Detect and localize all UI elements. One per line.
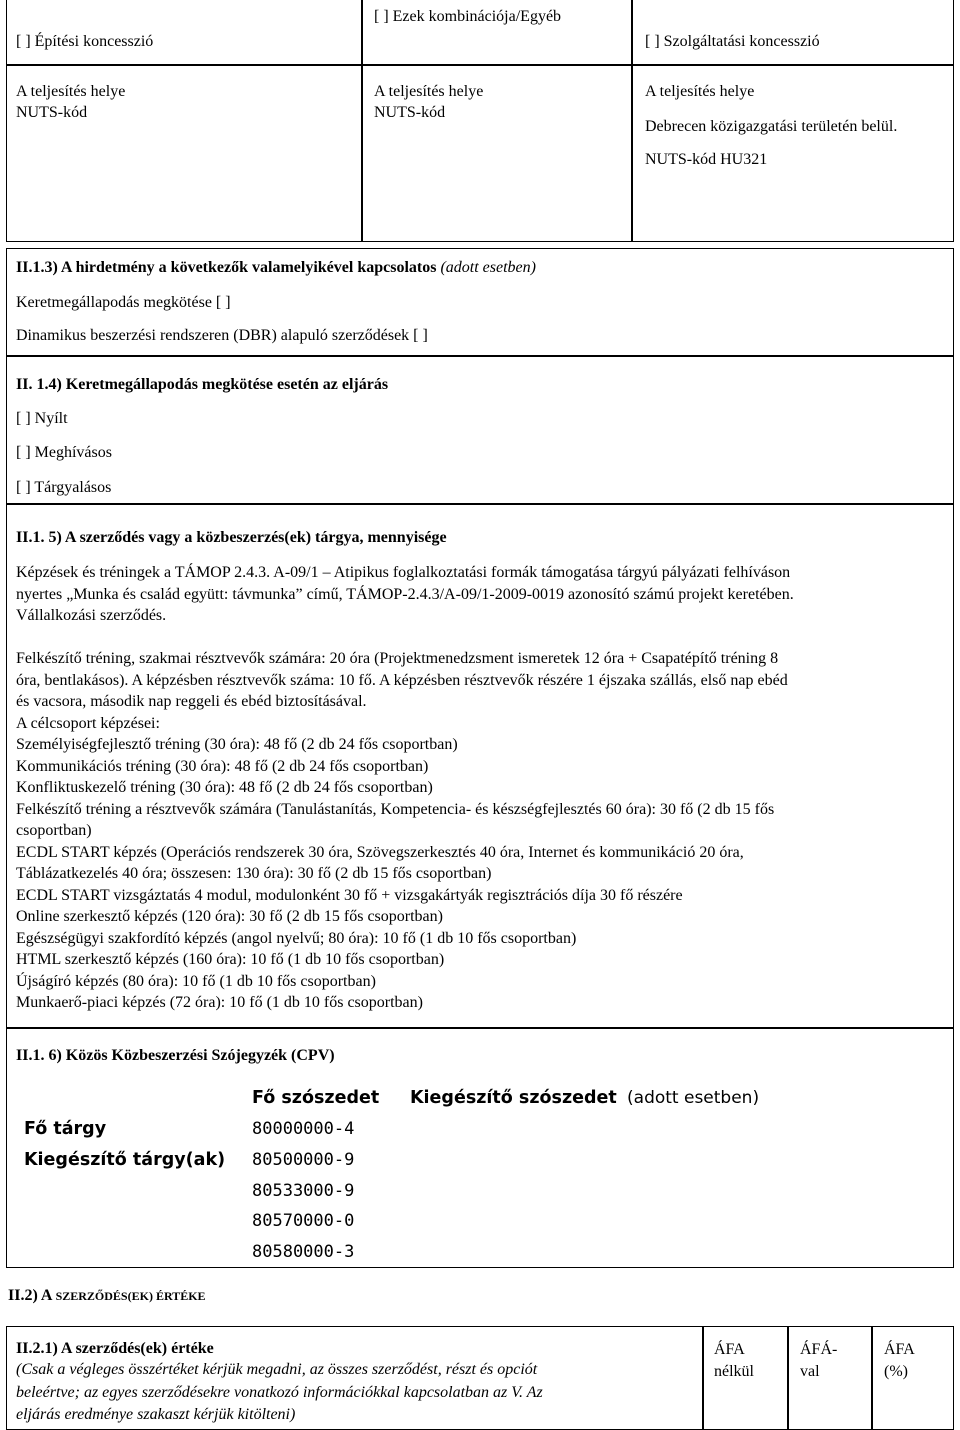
nuts-label-2: NUTS-kód (374, 104, 446, 121)
training-line: Kommunikációs tréning (30 óra): 48 fő (2 db 24 fős csoportban) (16, 757, 429, 775)
cpv-supp-vocab-header: Kiegészítő szószedet (adott esetben) (410, 1088, 760, 1108)
cpv-supp-object-label: Kiegészítő tárgy(ak) (24, 1150, 226, 1170)
description-line: nyertes „Munka és család együtt: távmunka” című, TÁMOP-2.4.3/A-09/1-2009-0019 azonosító számú projekt keretében. (16, 585, 794, 603)
cpv-main-object-label: Fő tárgy (24, 1119, 107, 1139)
section-113-title: II.1.3) A hirdetmény a következők valamelyikével kapcsolatos (adott esetben) (16, 259, 536, 276)
training-line: HTML szerkesztő képzés (160 óra): 10 fő (1 db 10 fős csoportban) (16, 951, 445, 968)
description-line: Képzések és tréningek a TÁMOP 2.4.3. A-09/1 – Atipikus foglalkoztatási formák támogatása tárgyú pályázati felhíváson (16, 564, 791, 581)
subject-description (16, 562, 946, 627)
service-concession-label: [ ] Szolgáltatási koncesszió (645, 33, 820, 50)
description-line: Vállalkozási szerződés. (16, 607, 167, 624)
training-line: ECDL START vizsgáztatás 4 modul, modulonként 30 fő + vizsgakártyák regisztrációs díja 30 fő részére (16, 886, 683, 904)
concession-divider-1 (361, 0, 363, 242)
training-line: óra, bentlakásos). A képzésben résztvevők száma: 10 fő. A képzésben résztvevők részére 1 éjszaka szállás, első nap ebéd (16, 671, 788, 689)
training-line: Online szerkesztő képzés (120 óra): 30 fő (2 db 15 fős csoportban) (16, 908, 443, 925)
other-combination-label: [ ] Ezek kombinációja/Egyéb (374, 8, 562, 25)
nuts-code: NUTS-kód HU321 (645, 151, 768, 168)
value-note-line: (Csak a végleges összértéket kérjük megadni, az összes szerződést, részt és opciót (16, 1361, 538, 1378)
procedure-open: [ ] Nyílt (16, 410, 68, 427)
training-line: Felkészítő tréning, szakmai résztvevők számára: 20 óra (Projektmenedzsment ismeretek 12 óra + Csapatépítő tréning 8 (16, 650, 779, 667)
training-line: csoportban) (16, 822, 92, 839)
procedure-negotiated: [ ] Tárgyalásos (16, 479, 112, 496)
training-list (16, 648, 946, 1014)
works-concession-label: [ ] Építési koncesszió (16, 33, 154, 50)
cpv-supp-code: 80500000-9 (252, 1150, 355, 1170)
cpv-supp-code: 80580000-3 (252, 1242, 355, 1262)
place-label-2: A teljesítés helye (374, 83, 484, 100)
cpv-main-code: 80000000-4 (252, 1119, 355, 1139)
training-line: Munkaerő-piaci képzés (72 óra): 10 fő (1 db 10 fős csoportban) (16, 994, 423, 1011)
section-116-title: II.1. 6) Közös Közbeszerzési Szójegyzék (CPV) (16, 1047, 335, 1064)
vat-excluded-header: ÁFA nélkül (714, 1341, 754, 1380)
concession-divider-2 (631, 0, 633, 242)
training-line: A célcsoport képzései: (16, 714, 160, 732)
vat-rate-header: ÁFA (%) (884, 1341, 915, 1380)
value-divider-2 (787, 1326, 789, 1430)
training-line: Táblázatkezelés 40 óra; összesen: 130 óra): 30 fő (2 db 15 fős csoportban) (16, 865, 492, 882)
procedure-restricted: [ ] Meghívásos (16, 444, 112, 461)
concession-header-rule (6, 64, 954, 66)
nuts-label-1: NUTS-kód (16, 104, 88, 121)
training-line: Egészségügyi szakfordító képzés (angol nyelvű; 80 óra): 10 fő (1 db 10 fős csoportban) (16, 929, 577, 947)
vat-included-header: ÁFÁ- val (800, 1341, 838, 1380)
place-label-3: A teljesítés helye (645, 83, 755, 100)
place-label-1: A teljesítés helye (16, 83, 126, 100)
section-2-title: II.2) A SZERZŐDÉS(EK) ÉRTÉKE (8, 1287, 206, 1304)
cpv-supp-code: 80533000-9 (252, 1181, 355, 1201)
cpv-supp-code: 80570000-0 (252, 1211, 355, 1231)
cpv-main-vocab-header: Fő szószedet (252, 1088, 380, 1108)
section-114-title: II. 1.4) Keretmegállapodás megkötése esetén az eljárás (16, 376, 389, 393)
training-line: Személyiségfejlesztő tréning (30 óra): 48 fő (2 db 24 fős csoportban) (16, 736, 458, 753)
section-115-title: II.1. 5) A szerződés vagy a közbeszerzés(ek) tárgya, mennyisége (16, 529, 447, 546)
value-divider-3 (871, 1326, 873, 1430)
place-location: Debrecen közigazgatási területén belül. (645, 118, 898, 135)
section-221-title: II.2.1) A szerződés(ek) értéke (16, 1340, 214, 1357)
training-line: és vacsora, második nap reggeli és ebéd biztosításával. (16, 693, 367, 710)
training-line: Felkészítő tréning a résztvevők számára (Tanulástanítás, Kompetencia- és készségfejlesztés 60 óra): 30 fő (2 db 15 fős (16, 800, 775, 818)
value-divider-1 (702, 1326, 704, 1430)
training-line: ECDL START képzés (Operációs rendszerek 30 óra, Szövegszerkesztés 40 óra, Internet és kommunikáció 20 óra, (16, 843, 744, 861)
training-line: Újságíró képzés (80 óra): 10 fő (1 db 10 fős csoportban) (16, 972, 376, 990)
value-note-line: eljárás eredménye szakaszt kérjük kitölteni) (16, 1406, 296, 1423)
training-line: Konfliktuskezelő tréning (30 óra): 48 fő (2 db 24 fős csoportban) (16, 779, 433, 796)
dps-option: Dinamikus beszerzési rendszeren (DBR) alapuló szerződések [ ] (16, 327, 428, 344)
framework-agreement-option: Keretmegállapodás megkötése [ ] (16, 294, 231, 311)
value-note-line: beleértve; az egyes szerződésekre vonatkozó információkkal kapcsolatban az V. Az (16, 1384, 543, 1401)
